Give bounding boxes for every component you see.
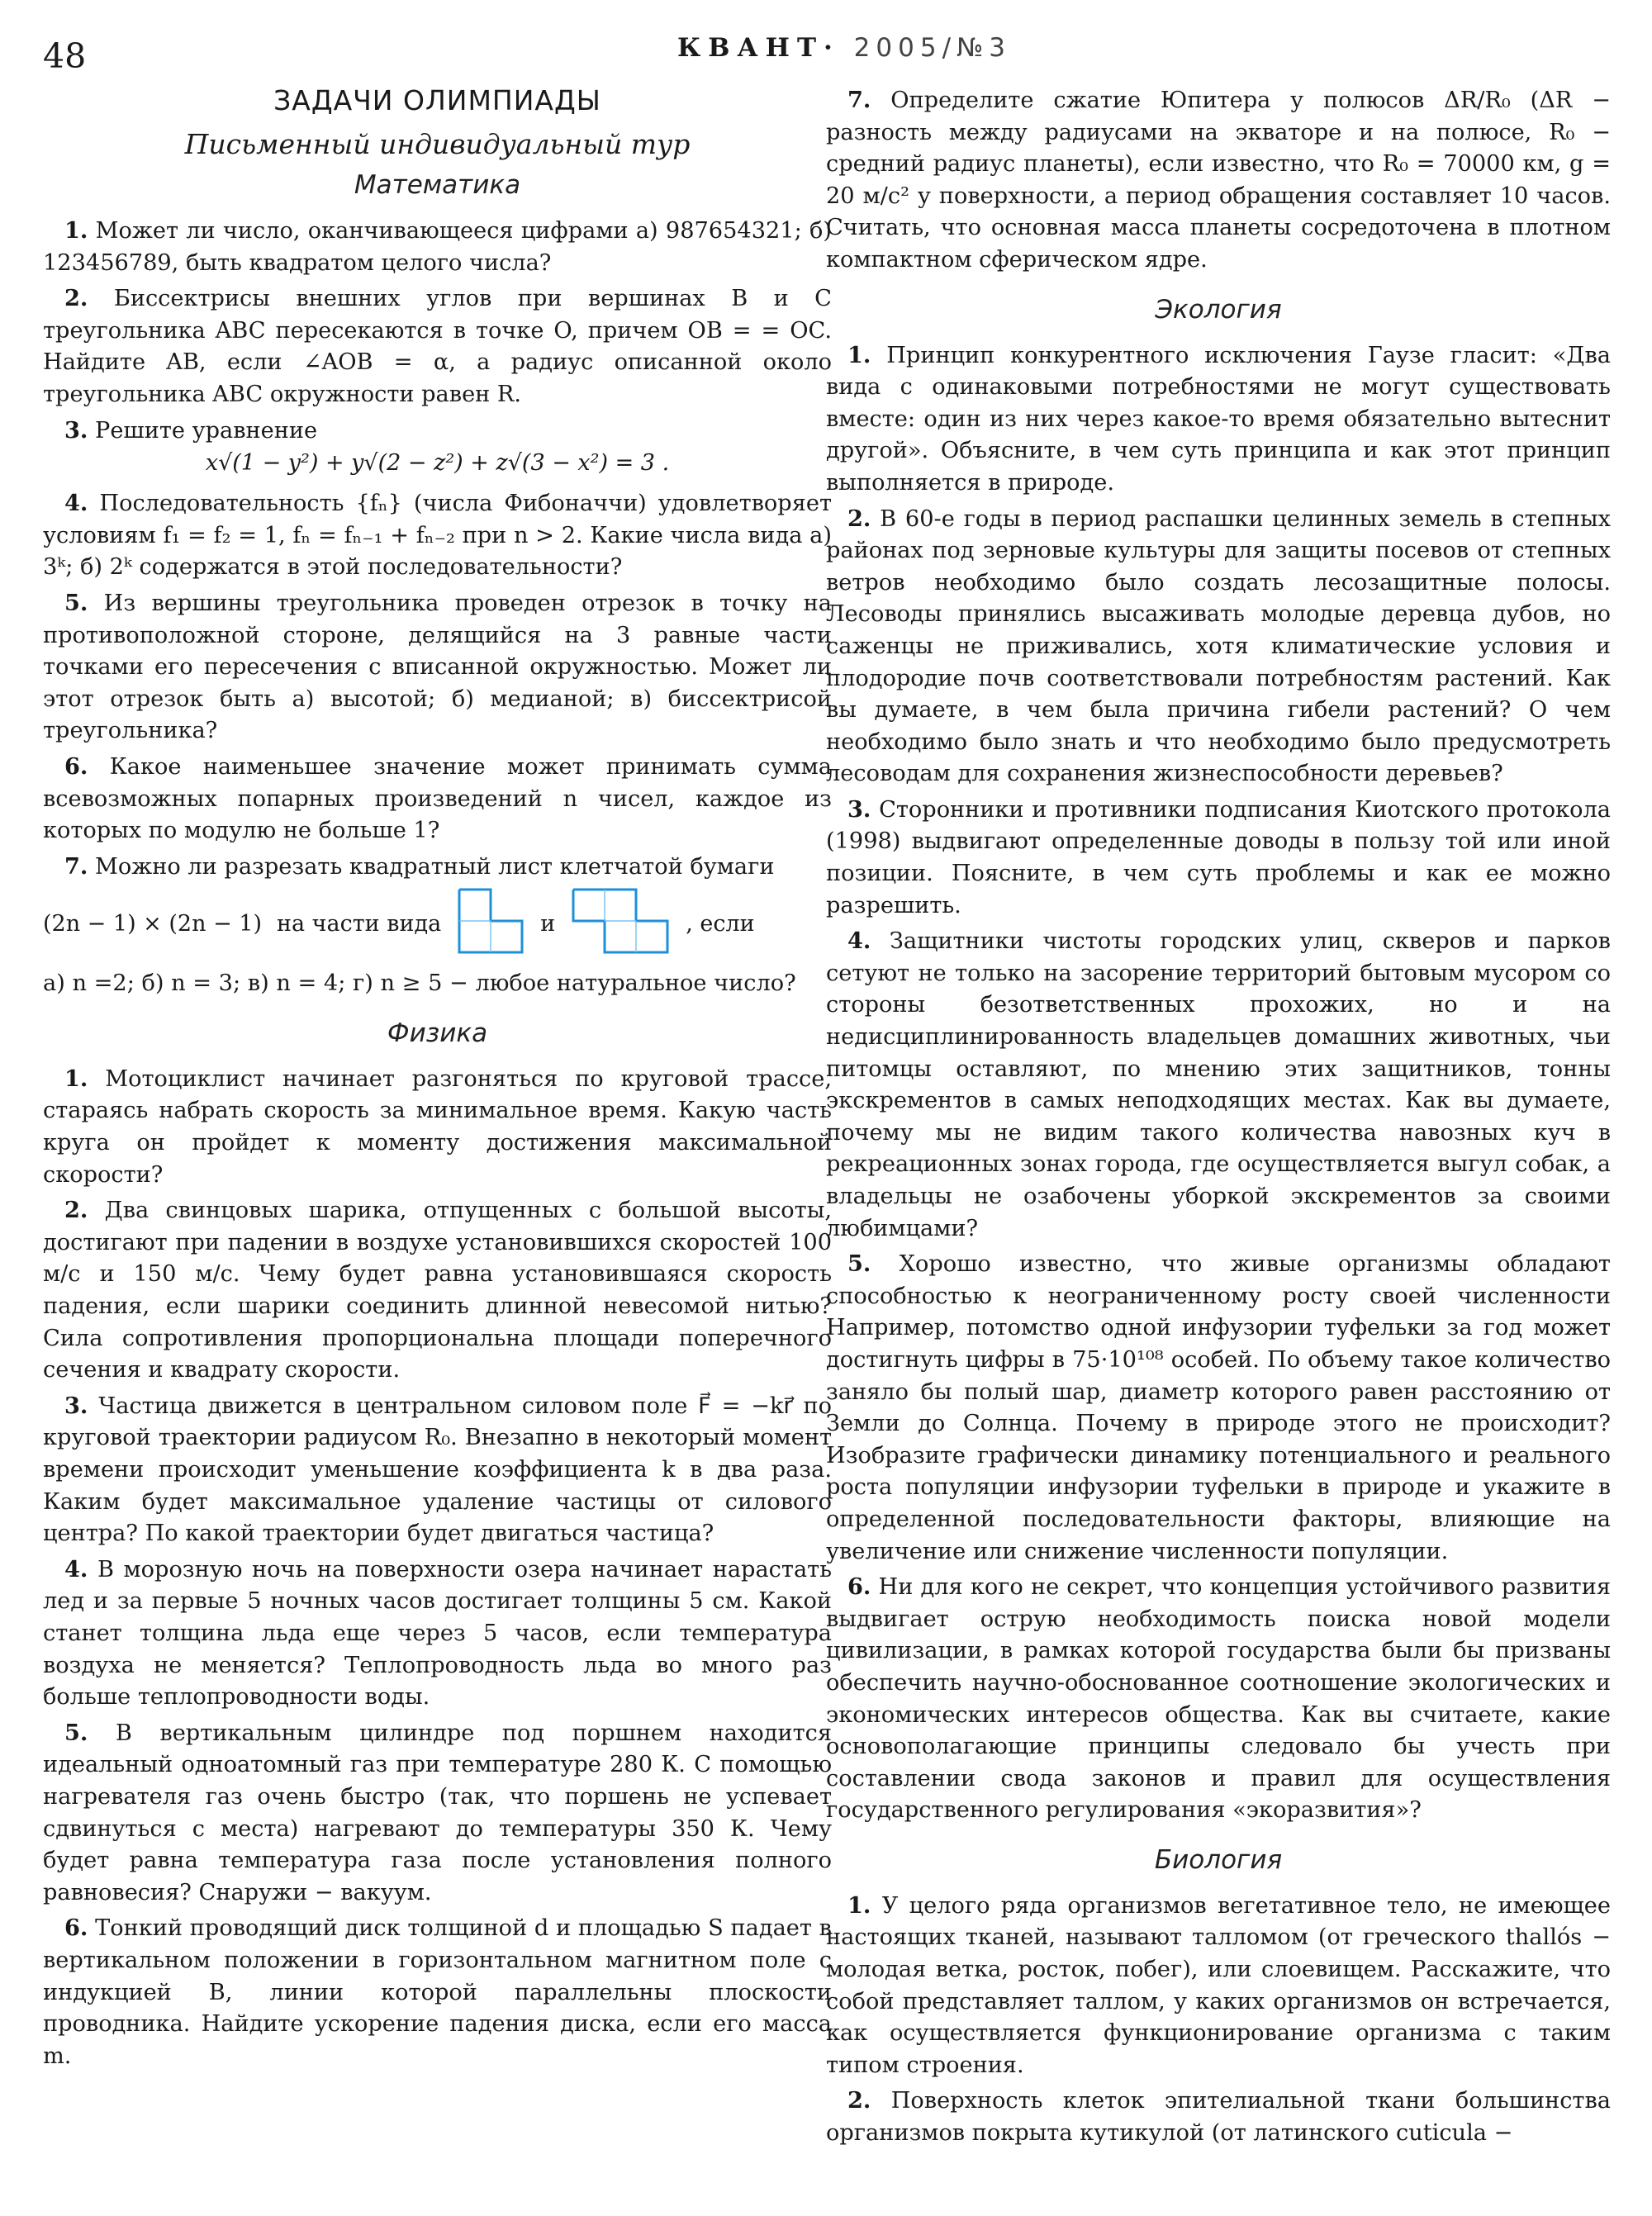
left-column [43,84,832,2076]
page-number: 48 [43,36,87,76]
math-problem-4: 4. Последовательность {fₙ} (числа Фибоначчи) удовлетворяет условиям f₁ = f₂ = 1, fₙ = fₙ₋₁ + fₙ₋₂ при n > 2. Какие числа вида а) 3ᵏ; б) 2ᵏ содержатся в этой последовательности? [43,490,832,581]
physics-problem-3: 3. Частица движется в центральном силовом поле F⃗ = −kr⃗ по круговой траектории радиусом R₀. Внезапно в некоторый момент времени происходит уменьшение коэффициента k в два раза. Каким будет максимальное удаление частицы от силового центра? По какой траектории будет двигаться частица? [43,1392,832,1547]
physics-problem-1: 1. Мотоциклист начинает разгоняться по круговой трассе, стараясь набрать скорость за минимальное время. Какую часть круга он пройдет к моменту достижения максимальной скорости? [43,1065,832,1188]
physics-problem-4: 4. В морозную ночь на поверхности озера начинает нарастать лед и за первые 5 ночных часов достигает толщины 5 см. Какой станет толщина льда еще через 5 часов, если температура воздуха не меняется? Теплопроводность льда во много раз больше теплопроводности воды. [43,1555,832,1711]
math-heading: Математика [354,170,521,200]
ecology-problem-4: 4. Защитники чистоты городских улиц, скверов и парков сетуют не только на засорение территорий бытовым мусором со стороны безответственных прохожих, но и на недисциплинированность владельцев домашних животных, чьи питомцы оставляют, по мнению этих защитников, тонны экскрементов в самых неподходящих местах. Как вы думаете, почему мы не видим такого количества навозных куч в рекреационных зонах города, где осуществляется выгул собак, а владельцы не озабочены уборкой экскрементов за своими любимцами? [826,928,1611,1241]
and-label: и [540,911,556,937]
running-head [677,33,1011,63]
issue-number: 2005/№3 [853,33,1011,63]
grid-size: (2n − 1) × (2n − 1) [43,911,262,937]
l-shape-figure [456,886,525,961]
section-subtitle: Письменный индивидуальный тур [184,128,691,160]
parts-label: на части вида [277,911,442,937]
biology-problem-1: 1. У целого ряда организмов вегетативное тело, не имеющее настоящих тканей, называют талломом (от греческого thallós − молодая ветка, росток, побег), или слоевищем. Расскажите, что собой представляет таллом, у каких организмов он встречается, как осуществляется функционирование организма с таким типом строения. [826,1891,1611,2078]
s-shape-figure [570,886,671,961]
section-title: ЗАДАЧИ ОЛИМПИАДЫ [273,84,601,116]
math-problem-1: 1. Может ли число, оканчивающееся цифрами а) 987654321; б) 123456789, быть квадратом целого числа? [43,217,832,276]
physics-problem-5: 5. В вертикальным цилиндре под поршнем находится идеальный одноатомный газ при температуре 280 К. С помощью нагревателя газ очень быстро (так, что поршень не успевает сдвинуться с места) нагревают до температуры 350 К. Чему будет равна температура газа после установления полного равновесия? Снаружи − вакуум. [43,1719,832,1905]
ecology-problem-1: 1. Принцип конкурентного исключения Гаузе гласит: «Два вида с одинаковыми потребностями не могут существовать вместе: один из них через какое-то время обязательно вытеснит другой». Объясните, в чем суть принципа и как этот принцип выполняется в природе. [826,341,1611,496]
physics-heading: Физика [387,1018,488,1048]
if-label: , если [686,911,755,937]
physics-problem-7: 7. Определите сжатие Юпитера у полюсов ΔR/R₀ (ΔR − разность между радиусами на экваторе и на полюсе, R₀ − средний радиус планеты), если известно, что R₀ = 70000 км, g = 20 м/с² у поверхности, а период обращения составляет 10 часов. Считать, что основная масса планеты сосредоточена в плотном компактном сферическом ядре. [826,87,1611,273]
math-problem-5: 5. Из вершины треугольника проведен отрезок в точку на противоположной стороне, делящийся на 3 равные части точками его пересечения с вписанной окружностью. Может ли этот отрезок быть а) высотой; б) медианой; в) биссектрисой треугольника? [43,589,832,744]
biology-problem-2: 2. Поверхность клеток эпителиальной ткани большинства организмов покрыта кутикулой (от латинского cuticula − [826,2087,1611,2147]
math-problem-7: 7. Можно ли разрезать квадратный лист клетчатой бумаги [64,852,775,880]
ecology-heading: Экология [1155,294,1282,325]
right-column [826,84,1611,2153]
math-problem-3-formula: x√(1 − y²) + y√(2 − z²) + z√(3 − x²) = 3 . [205,450,670,477]
math-problem-7-shapes [43,886,832,961]
math-problem-6: 6. Какое наименьшее значение может принимать сумма всевозможных попарных произведений n чисел, каждое из которых по модулю не больше 1? [43,752,832,844]
physics-problem-6: 6. Тонкий проводящий диск толщиной d и площадью S падает в вертикальном положении в горизонтальном магнитном поле с индукцией B, линии которой параллельны плоскости проводника. Найдите ускорение падения диска, если его масса m. [43,1915,832,2069]
math-problem-2: 2. Биссектрисы внешних углов при вершинах B и C треугольника ABC пересекаются в точке O, причем OB = = OC. Найдите AB, если ∠AOB = α, а радиус описанной около треугольника ABC окружности равен R. [43,285,832,407]
math-problem-7-cont: а) n =2; б) n = 3; в) n = 4; г) n ≥ 5 − любое натуральное число? [43,970,796,997]
ecology-problem-2: 2. В 60-е годы в период распашки целинных земель в степных районах под зерновые культуры для защиты посевов от степных ветров необходимо было создать лесозащитные полосы. Лесоводы принялись высаживать молодые деревца дубов, но саженцы не приживались, хотя климатические условия и плодородие почв соответствовали потребностям растений. Как вы думаете, в чем была причина гибели растений? О чем необходимо было знать и что необходимо было предусмотреть лесоводам для сохранения жизнеспособности деревьев? [826,505,1611,787]
math-problem-3: 3. Решите уравнение [64,416,318,444]
journal-name: КВАНТ· [677,33,840,63]
ecology-problem-6: 6. Ни для кого не секрет, что концепция устойчивого развития выдвигает острую необходимость поиска новой модели цивилизации, в рамках которой государства были бы призваны обеспечить научно-обоснованное соотношение экологических и экономических интересов общества. Как вы считаете, какие основополагающие принципы следовало бы учесть при составлении свода законов и правил для осуществления государственного регулирования «экоразвития»? [826,1573,1611,1824]
biology-heading: Биология [1154,1844,1283,1875]
physics-problem-2: 2. Два свинцовых шарика, отпущенных с большой высоты, достигают при падении в воздухе установившихся скоростей 100 м/с и 150 м/с. Чему будет равна установившаяся скорость падения, если шарики соединить длинной невесомой нитью? Сила сопротивления пропорциональна площади поперечного сечения и квадрату скорости. [43,1197,832,1383]
ecology-problem-3: 3. Сторонники и противники подписания Киотского протокола (1998) выдвигают определенные доводы в пользу той или иной позиции. Поясните, в чем суть проблемы и как ее можно разрешить. [826,795,1611,918]
ecology-problem-5: 5. Хорошо известно, что живые организмы обладают способностью к неограниченному росту своей численности Например, потомство одной инфузории туфельки за год может достигнуть цифры в 75·10¹⁰⁸ особей. По объему такое количество заняло бы полый шар, диаметр которого равен расстоянию от Земли до Солнца. Почему в природе этого не происходит? Изобразите графически динамику потенциального и реального роста популяции инфузории туфельки в природе и укажите в определенной последовательности факторы, влияющие на увеличение или снижение численности популяции. [826,1250,1611,1564]
